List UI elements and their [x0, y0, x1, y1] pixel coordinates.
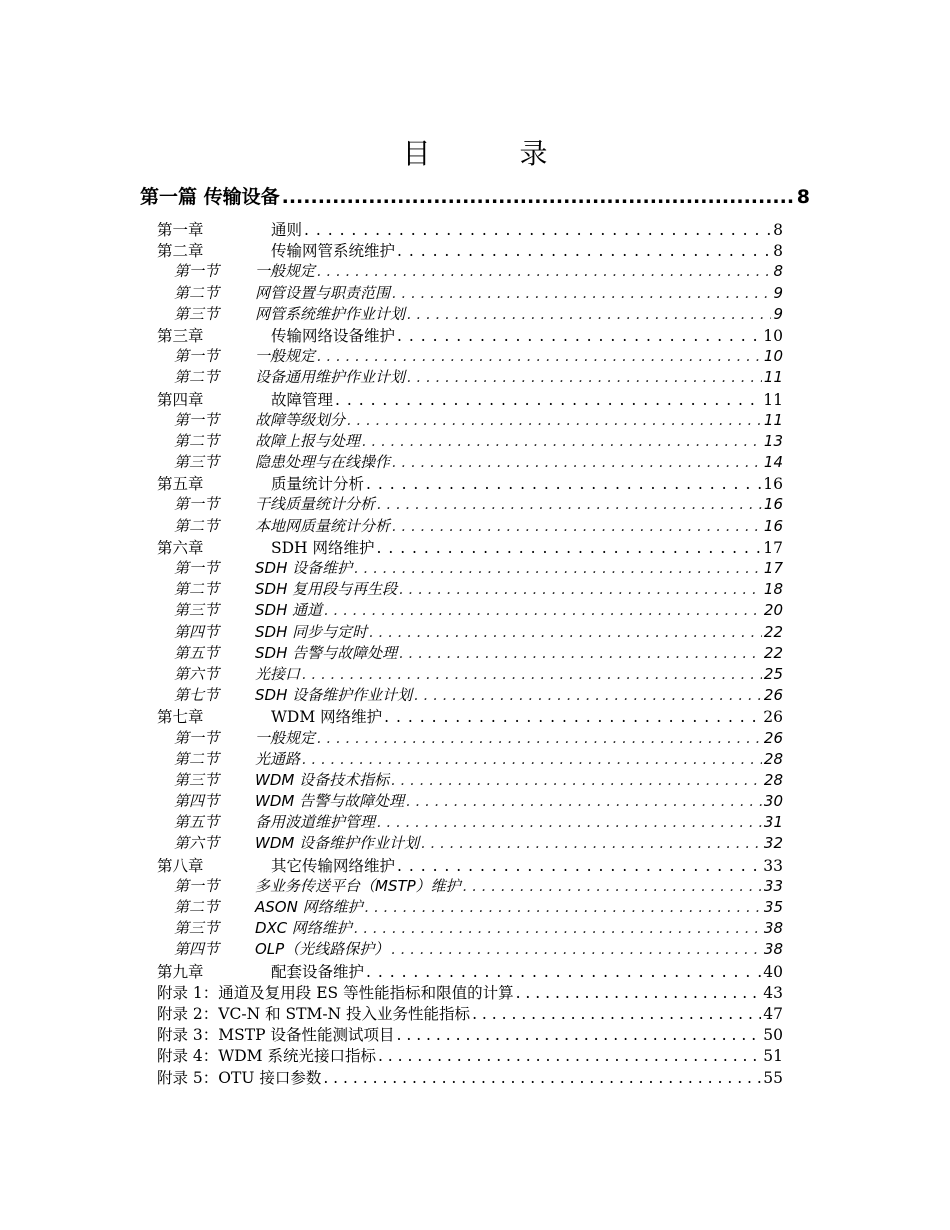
toc-section-entry[interactable] — [157, 557, 783, 578]
page-number: 9 — [773, 283, 783, 302]
section-number: 第四节 — [174, 622, 220, 641]
chapter-number: 第五章 — [157, 475, 204, 494]
page-number: 38 — [763, 940, 783, 959]
page-number: 33 — [763, 876, 783, 895]
dot-leader — [392, 453, 762, 471]
toc-chapter-entry[interactable] — [157, 239, 783, 260]
part-label: 第一篇 传输设备 — [140, 186, 280, 208]
page-number: 22 — [763, 643, 783, 662]
toc-chapter-entry[interactable] — [157, 854, 783, 875]
chapter-title: 通则 — [271, 221, 303, 239]
dot-leader — [396, 1026, 761, 1044]
page-number: 26 — [763, 686, 783, 705]
section-number: 第四节 — [174, 792, 220, 811]
chapter-title: 质量统计分析 — [271, 475, 365, 494]
dot-leader — [399, 580, 762, 598]
dot-leader — [407, 305, 771, 323]
toc-chapter-entry[interactable] — [157, 388, 783, 409]
section-number: 第五节 — [174, 813, 220, 832]
page-number: 32 — [763, 834, 783, 853]
section-title: 一般规定 — [255, 347, 316, 366]
page-number: 18 — [763, 580, 783, 599]
chapter-title: 传输网管系统维护 — [271, 242, 396, 261]
page-number: 10 — [763, 326, 783, 345]
section-title: 网管设置与职责范围 — [255, 283, 391, 302]
section-number: 第一节 — [174, 347, 220, 366]
section-title: 光通路 — [255, 749, 301, 768]
toc-section-entry[interactable] — [157, 938, 783, 959]
section-title: 本地网质量统计分析 — [255, 516, 391, 535]
section-title: WDM 告警与故障处理 — [255, 792, 405, 811]
page-number: 47 — [763, 1004, 783, 1023]
section-number: 第六节 — [174, 664, 220, 683]
section-number: 第二节 — [174, 368, 220, 387]
toc-section-entry[interactable] — [157, 790, 783, 811]
toc-section-entry[interactable] — [157, 875, 783, 896]
page-number: 31 — [763, 813, 783, 832]
page-number: 14 — [763, 453, 783, 472]
chapter-title: WDM 网络维护 — [271, 708, 383, 727]
page-number: 16 — [763, 516, 783, 535]
dot-leader — [317, 347, 762, 365]
section-number: 第二节 — [174, 749, 220, 768]
section-title: OLP（光线路保护） — [255, 940, 390, 959]
dot-leader — [366, 963, 761, 981]
toc-chapter-entry[interactable] — [157, 324, 783, 345]
dot-leader — [347, 411, 762, 429]
section-title: SDH 设备维护作业计划 — [255, 686, 413, 705]
section-title: SDH 同步与定时 — [255, 622, 368, 641]
section-number: 第二节 — [174, 431, 220, 450]
dot-leader — [324, 601, 762, 619]
toc-section-entry[interactable] — [157, 366, 783, 387]
toc-section-entry[interactable] — [157, 896, 783, 917]
section-title: 光接口 — [255, 664, 301, 683]
toc-section-entry[interactable] — [157, 430, 783, 451]
section-title: 一般规定 — [255, 262, 316, 281]
appendix-title: 附录 3：MSTP 设备性能测试项目 — [157, 1026, 395, 1045]
page-number: 25 — [763, 664, 783, 683]
section-title: SDH 告警与故障处理 — [255, 643, 398, 662]
toc-appendix-entry[interactable] — [157, 1023, 783, 1044]
section-number: 第二节 — [174, 580, 220, 599]
dot-leader — [317, 729, 762, 747]
section-title: SDH 设备维护 — [255, 559, 353, 577]
toc-section-entry[interactable] — [157, 578, 783, 599]
dot-leader — [472, 1005, 761, 1023]
dot-leader — [362, 432, 762, 450]
page-number: 35 — [763, 898, 783, 916]
toc-section-entry[interactable] — [157, 769, 783, 790]
section-number: 第三节 — [174, 919, 220, 938]
page-number: 20 — [763, 601, 783, 620]
page-number: 26 — [763, 708, 783, 727]
toc-appendix-entry[interactable] — [157, 1002, 783, 1023]
appendix-title: 附录 5：OTU 接口参数 — [157, 1068, 322, 1087]
section-title: 备用波道维护管理 — [255, 813, 376, 832]
chapter-number: 第三章 — [157, 326, 204, 345]
toc-chapter-entry[interactable] — [157, 960, 783, 981]
dot-leader — [397, 857, 761, 875]
section-number: 第一节 — [174, 262, 220, 281]
dot-leader — [384, 708, 761, 726]
dot-leader — [391, 771, 762, 789]
section-number: 第一节 — [174, 495, 220, 514]
toc-chapter-entry[interactable] — [157, 705, 783, 726]
page-number: 16 — [763, 495, 783, 514]
chapter-number: 第八章 — [157, 856, 204, 875]
dot-leader — [377, 495, 762, 513]
chapter-title: 故障管理 — [271, 390, 334, 409]
toc-section-entry[interactable] — [157, 684, 783, 705]
toc-section-entry[interactable] — [157, 811, 783, 832]
toc-section-entry[interactable] — [157, 282, 783, 303]
page-number: 26 — [763, 728, 783, 747]
section-title: 干线质量统计分析 — [255, 495, 376, 514]
dot-leader — [317, 262, 771, 280]
appendix-title: 附录 4：WDM 系统光接口指标 — [157, 1047, 376, 1066]
section-number: 第一节 — [174, 728, 220, 747]
page-number: 43 — [763, 983, 783, 1002]
page-number: 17 — [763, 559, 783, 577]
appendix-title: 附录 2：VC-N 和 STM-N 投入业务性能指标 — [157, 1004, 471, 1023]
toc-appendix-entry[interactable] — [157, 1066, 783, 1087]
page-number: 55 — [763, 1068, 783, 1087]
section-number: 第一节 — [174, 410, 220, 429]
dot-leader — [414, 686, 762, 704]
part-page-number: 8 — [796, 186, 810, 208]
page-number: 40 — [763, 962, 783, 981]
section-title: 故障上报与处理 — [255, 431, 361, 450]
section-title: 网管系统维护作业计划 — [255, 304, 406, 323]
chapter-number: 第二章 — [157, 242, 204, 261]
toc-section-entry[interactable] — [157, 260, 783, 281]
toc-title: 目 录 — [402, 137, 588, 170]
toc-list — [157, 218, 783, 1087]
toc-chapter-entry[interactable] — [157, 536, 783, 557]
section-title: 一般规定 — [255, 728, 316, 747]
page-number: 11 — [763, 390, 783, 409]
toc-section-entry[interactable] — [157, 303, 783, 324]
appendix-title: 附录 1：通道及复用段 ES 等性能指标和限值的计算 — [157, 983, 514, 1002]
dot-leader — [335, 391, 761, 409]
toc-section-entry[interactable] — [157, 621, 783, 642]
dot-leader — [463, 877, 762, 895]
page-number: 11 — [763, 410, 783, 429]
dot-leader — [399, 644, 762, 662]
toc-appendix-entry[interactable] — [157, 981, 783, 1002]
toc-section-entry[interactable] — [157, 832, 783, 853]
page-number: 8 — [773, 262, 783, 281]
dot-leader — [397, 242, 771, 260]
dot-leader — [378, 1047, 761, 1065]
dot-leader — [304, 221, 771, 239]
section-title: SDH 通道 — [255, 601, 323, 620]
section-title: ASON 网络维护 — [255, 898, 363, 916]
section-number: 第三节 — [174, 770, 220, 789]
dot-leader — [302, 665, 762, 683]
toc-section-entry[interactable] — [157, 493, 783, 514]
dot-leader — [406, 792, 762, 810]
dot-leader — [354, 919, 762, 937]
toc-chapter-entry[interactable] — [157, 472, 783, 493]
page-number: 51 — [763, 1047, 783, 1066]
chapter-number: 第四章 — [157, 390, 204, 409]
toc-appendix-entry[interactable] — [157, 1044, 783, 1065]
dot-leader — [392, 517, 762, 535]
chapter-number: 第一章 — [157, 221, 204, 239]
dot-leader — [365, 898, 762, 916]
section-number: 第二节 — [174, 516, 220, 535]
page-number: 9 — [773, 304, 783, 323]
dot-leader — [391, 940, 762, 958]
toc-section-entry[interactable] — [157, 515, 783, 536]
page-number: 30 — [763, 792, 783, 811]
toc-section-entry[interactable] — [157, 917, 783, 938]
page-number: 28 — [763, 770, 783, 789]
section-number: 第三节 — [174, 304, 220, 323]
dot-leader — [397, 327, 761, 345]
page-number: 17 — [763, 538, 783, 557]
toc-chapter-entry[interactable] — [157, 218, 783, 239]
dot-leader — [302, 750, 762, 768]
page-number: 13 — [763, 431, 783, 450]
dot-leader — [421, 834, 762, 852]
section-number: 第七节 — [174, 686, 220, 705]
page-number: 8 — [773, 242, 783, 261]
section-number: 第一节 — [174, 559, 220, 577]
page-number: 16 — [763, 475, 783, 494]
page-number: 38 — [763, 919, 783, 938]
section-title: 多业务传送平台（MSTP）维护 — [255, 876, 461, 895]
chapter-title: 配套设备维护 — [271, 962, 365, 981]
section-number: 第三节 — [174, 453, 220, 472]
section-number: 第六节 — [174, 834, 220, 853]
section-title: 设备通用维护作业计划 — [255, 368, 406, 387]
page-number: 10 — [763, 347, 783, 366]
section-number: 第五节 — [174, 643, 220, 662]
section-number: 第二节 — [174, 283, 220, 302]
page-number: 8 — [773, 221, 783, 239]
section-number: 第一节 — [174, 876, 220, 895]
section-title: SDH 复用段与再生段 — [255, 580, 398, 599]
section-title: 隐患处理与在线操作 — [255, 453, 391, 472]
page-number: 33 — [763, 856, 783, 875]
chapter-number: 第七章 — [157, 708, 204, 727]
toc-section-entry[interactable] — [157, 642, 783, 663]
page-number: 50 — [763, 1026, 783, 1045]
page-number: 11 — [763, 368, 783, 387]
dot-leader — [407, 368, 762, 386]
toc-section-entry[interactable] — [157, 409, 783, 430]
toc-section-entry[interactable] — [157, 345, 783, 366]
toc-section-entry[interactable] — [157, 451, 783, 472]
dot-leader — [282, 186, 795, 208]
section-number: 第四节 — [174, 940, 220, 959]
dot-leader — [323, 1069, 761, 1087]
toc-section-entry[interactable] — [157, 727, 783, 748]
chapter-number: 第九章 — [157, 962, 204, 981]
page-number: 22 — [763, 622, 783, 641]
toc-part-entry[interactable] — [140, 182, 810, 209]
section-number: 第二节 — [174, 898, 220, 916]
chapter-title: 传输网络设备维护 — [271, 326, 396, 345]
chapter-number: 第六章 — [157, 538, 204, 557]
chapter-title: 其它传输网络维护 — [271, 856, 396, 875]
toc-section-entry[interactable] — [157, 599, 783, 620]
page-number: 28 — [763, 749, 783, 768]
section-title: 故障等级划分 — [255, 410, 346, 429]
dot-leader — [377, 539, 762, 557]
dot-leader — [377, 813, 762, 831]
section-title: WDM 设备维护作业计划 — [255, 834, 420, 853]
dot-leader — [354, 559, 762, 577]
toc-section-entry[interactable] — [157, 663, 783, 684]
section-title: WDM 设备技术指标 — [255, 770, 390, 789]
dot-leader — [516, 984, 762, 1002]
section-title: DXC 网络维护 — [255, 919, 352, 938]
dot-leader — [369, 623, 762, 641]
chapter-title: SDH 网络维护 — [271, 538, 375, 557]
dot-leader — [366, 475, 761, 493]
toc-section-entry[interactable] — [157, 748, 783, 769]
dot-leader — [392, 284, 771, 302]
section-number: 第三节 — [174, 601, 220, 620]
